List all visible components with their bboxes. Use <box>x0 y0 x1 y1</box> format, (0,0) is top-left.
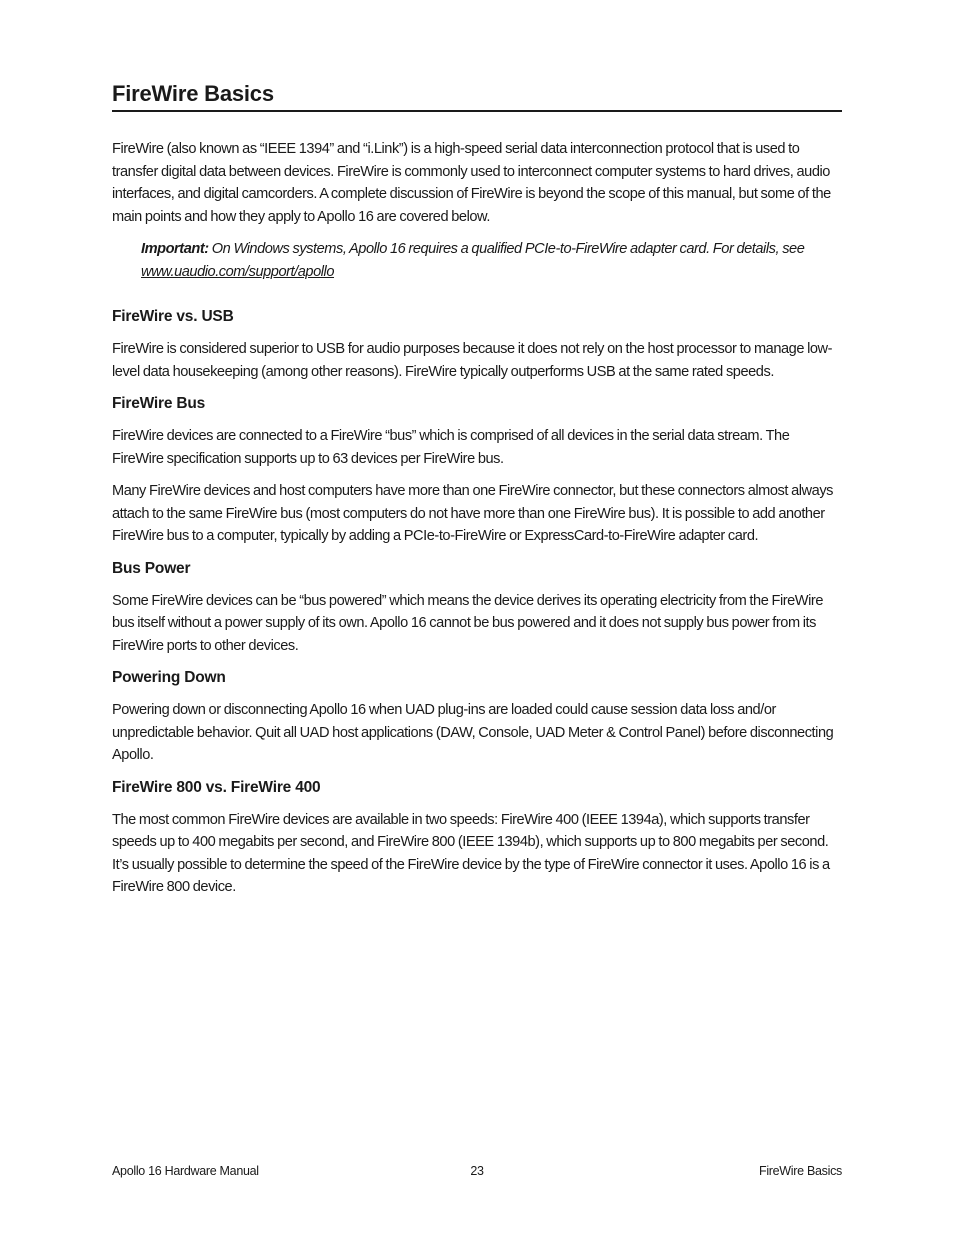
section-paragraph: FireWire devices are connected to a FireWire “bus” which is comprised of all devices in the serial data stream. The FireWire specification supports up to 63 devices per FireWire bus. <box>112 428 790 467</box>
section-heading-bus-power: Bus Power <box>112 559 191 577</box>
intro-paragraph: FireWire (also known as “IEEE 1394” and “i.Link”) is a high-speed serial data interconnection protocol that is used to transfer digital data between devices. FireWire is commonly used to interconnect computer systems to hard drives, audio interfaces, and digital camcorders. A complete discussion of FireWire is beyond the scope of this manual, but some of the main points and how they apply to Apollo 16 are covered below. <box>112 141 831 225</box>
footer-section-title: FireWire Basics <box>758 1164 842 1178</box>
section-paragraph: Some FireWire devices can be “bus powered” which means the device derives its operating electricity from the FireWire bus itself without a power supply of its own. Apollo 16 cannot be bus powered and it does not supply bus power from its FireWire ports to other devices. <box>112 592 824 654</box>
section-heading-firewire-800-vs-400: FireWire 800 vs. FireWire 400 <box>112 778 321 796</box>
section-paragraph: FireWire is considered superior to USB for audio purposes because it does not rely on the host processor to manage low-level data housekeeping (among other reasons). FireWire typically outperforms USB at the same rated speeds. <box>112 341 833 380</box>
important-label: Important: <box>141 241 209 257</box>
important-note <box>141 238 842 283</box>
section-heading-powering-down: Powering Down <box>112 669 226 686</box>
footer-page-number: 23 <box>470 1164 484 1178</box>
section-paragraph: Powering down or disconnecting Apollo 16 when UAD plug-ins are loaded could cause session data loss and/or unpredictable behavior. Quit all UAD host applications (DAW, Console, UAD Meter & Control Panel) before disconnecting Apollo. <box>112 702 834 763</box>
section-heading-firewire-vs-usb: FireWire vs. USB <box>112 308 234 325</box>
page-footer <box>112 1161 842 1181</box>
section-paragraph: The most common FireWire devices are available in two speeds: FireWire 400 (IEEE 1394a), which supports transfer speeds up to 400 megabits per second, and FireWire 800 (IEEE 1394b), which supports up to 800 megabits per second. It’s usually possible to determine the speed of the FireWire device by the type of FireWire connector it uses. Apollo 16 is a FireWire 800 device. <box>112 811 830 895</box>
important-text: On Windows systems, Apollo 16 requires a qualified PCIe-to-FireWire adapter card. For details, see <box>211 241 805 257</box>
section-paragraph: Many FireWire devices and host computers have more than one FireWire connector, but these connectors almost always attach to the same FireWire bus (most computers do not have more than one FireWire bus). It is possible to add another FireWire bus to a computer, typically by adding a PCIe-to-FireWire or ExpressCard-to-FireWire adapter card. <box>112 483 834 544</box>
support-link[interactable]: www.uaudio.com/support/apollo <box>141 263 335 280</box>
page-content <box>112 138 842 909</box>
page-title: FireWire Basics <box>112 80 842 112</box>
section-heading-firewire-bus: FireWire Bus <box>112 395 206 412</box>
footer-manual-title: Apollo 16 Hardware Manual <box>112 1164 259 1178</box>
